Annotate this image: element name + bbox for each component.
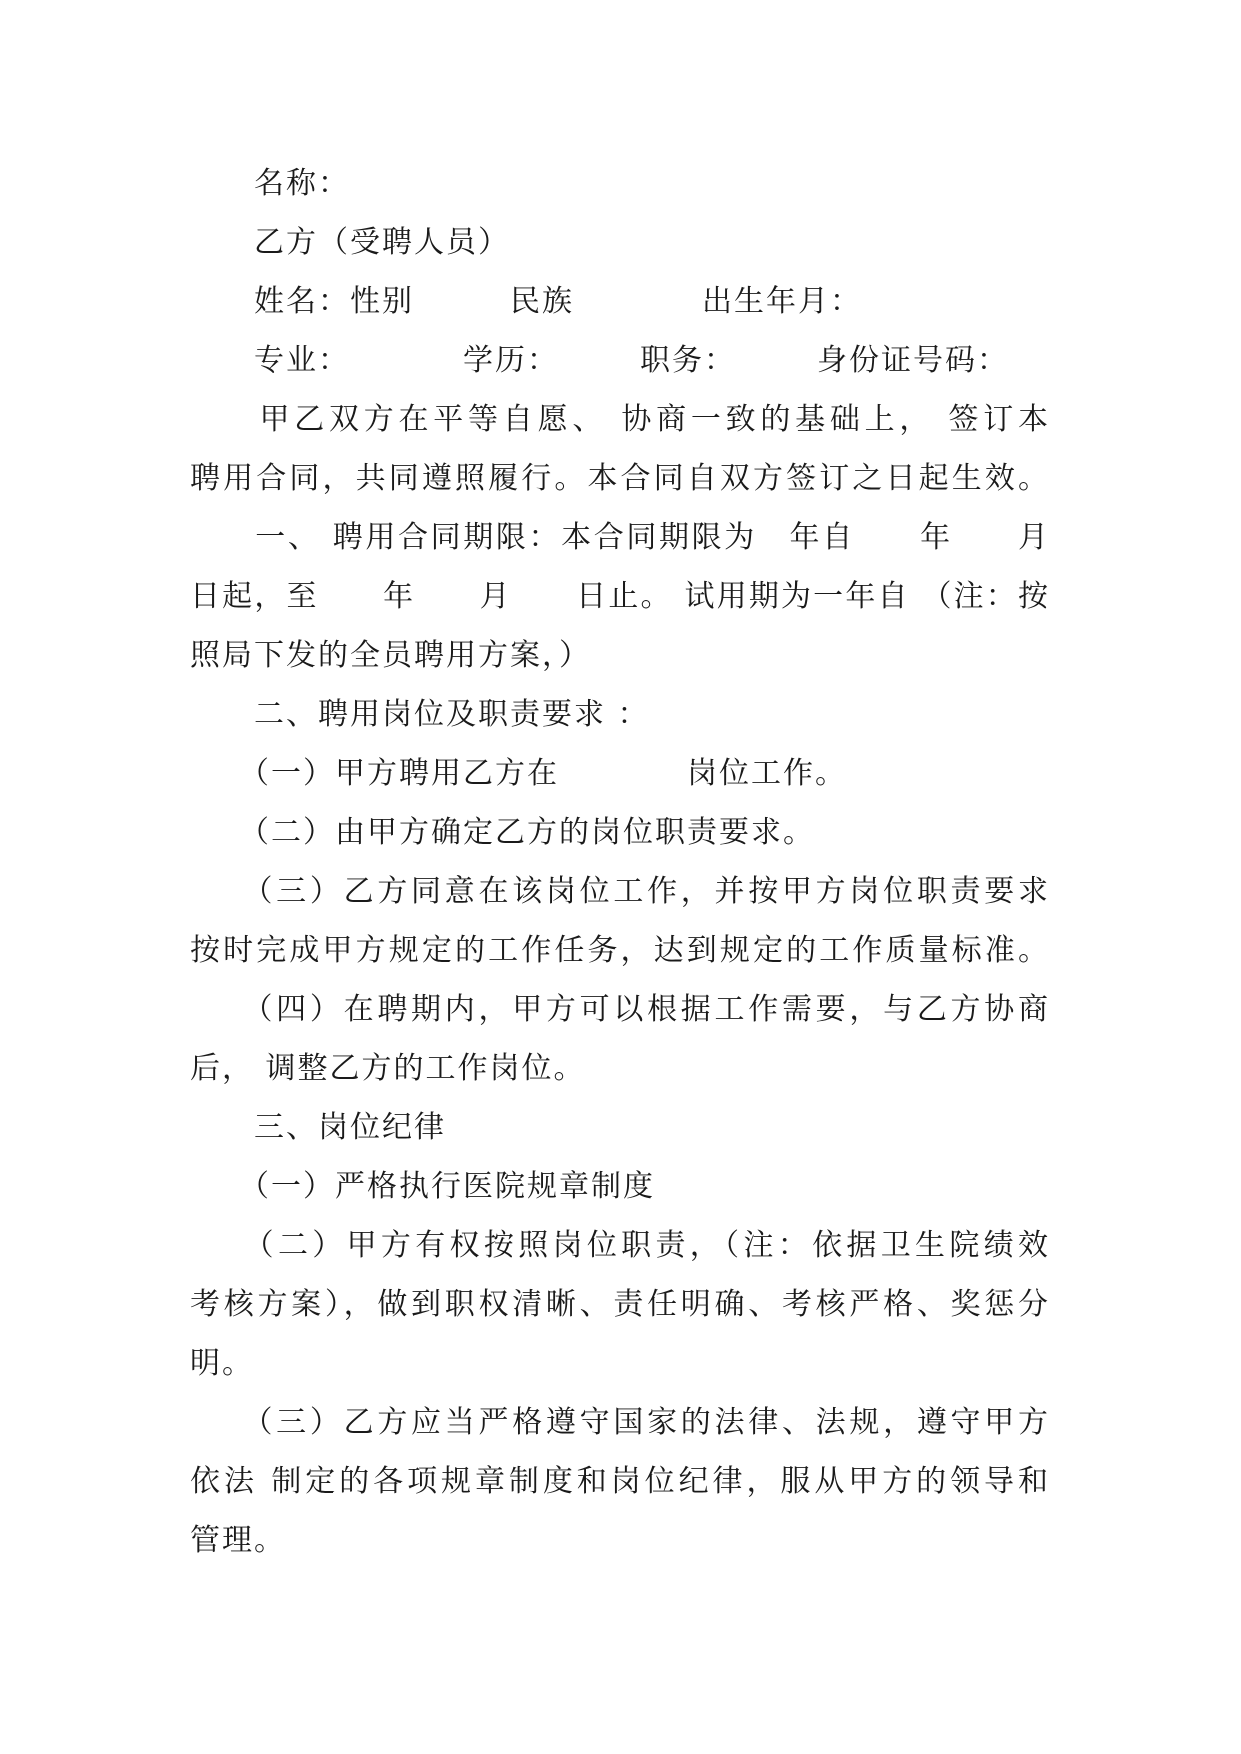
- text-line: 专业： 学历： 职务： 身份证号码：: [190, 343, 1009, 378]
- text-line: 二、聘用岗位及职责要求 ：: [190, 697, 650, 732]
- text-line: 考核方案），做到职权清晰、责任明确、考核严格、奖惩分: [190, 1287, 1050, 1322]
- text-line: 明。: [190, 1346, 254, 1381]
- text-line: 日起，至 年 月 日止。 试用期为一年自 （注：按: [190, 579, 1050, 614]
- text-line: （三）乙方同意在该岗位工作，并按甲方岗位职责要求: [190, 874, 1050, 909]
- text-line: （一）严格执行医院规章制度: [190, 1169, 655, 1204]
- text-line: 一、 聘用合同期限：本合同期限为 年自 年 月: [190, 520, 1050, 555]
- text-line: （一）甲方聘用乙方在 岗位工作。: [190, 756, 847, 791]
- text-line: 照局下发的全员聘用方案，）: [190, 638, 591, 673]
- text-line: 名称：: [190, 166, 350, 201]
- text-line: （二）由甲方确定乙方的岗位职责要求。: [190, 815, 815, 850]
- text-line: 按时完成甲方规定的工作任务，达到规定的工作质量标准。: [190, 933, 1050, 968]
- text-line: 乙方（受聘人员）: [190, 225, 510, 260]
- text-line: 管理。: [190, 1523, 286, 1558]
- text-line: 甲乙双方在平等自愿、 协商一致的基础上， 签订本: [190, 402, 1050, 437]
- text-line: 后， 调整乙方的工作岗位。: [190, 1051, 586, 1086]
- text-line: 依法 制定的各项规章制度和岗位纪律，服从甲方的领导和: [190, 1464, 1050, 1499]
- text-line: 姓名：性别 民族 出生年月：: [190, 284, 862, 319]
- text-line: 三、岗位纪律: [190, 1110, 446, 1145]
- text-line: （三）乙方应当严格遵守国家的法律、法规，遵守甲方: [190, 1405, 1050, 1440]
- text-line: 聘用合同，共同遵照履行。本合同自双方签订之日起生效。: [190, 461, 1050, 496]
- text-line: （四）在聘期内，甲方可以根据工作需要，与乙方协商: [190, 992, 1050, 1027]
- text-line: （二）甲方有权按照岗位职责，（注：依据卫生院绩效: [190, 1228, 1050, 1263]
